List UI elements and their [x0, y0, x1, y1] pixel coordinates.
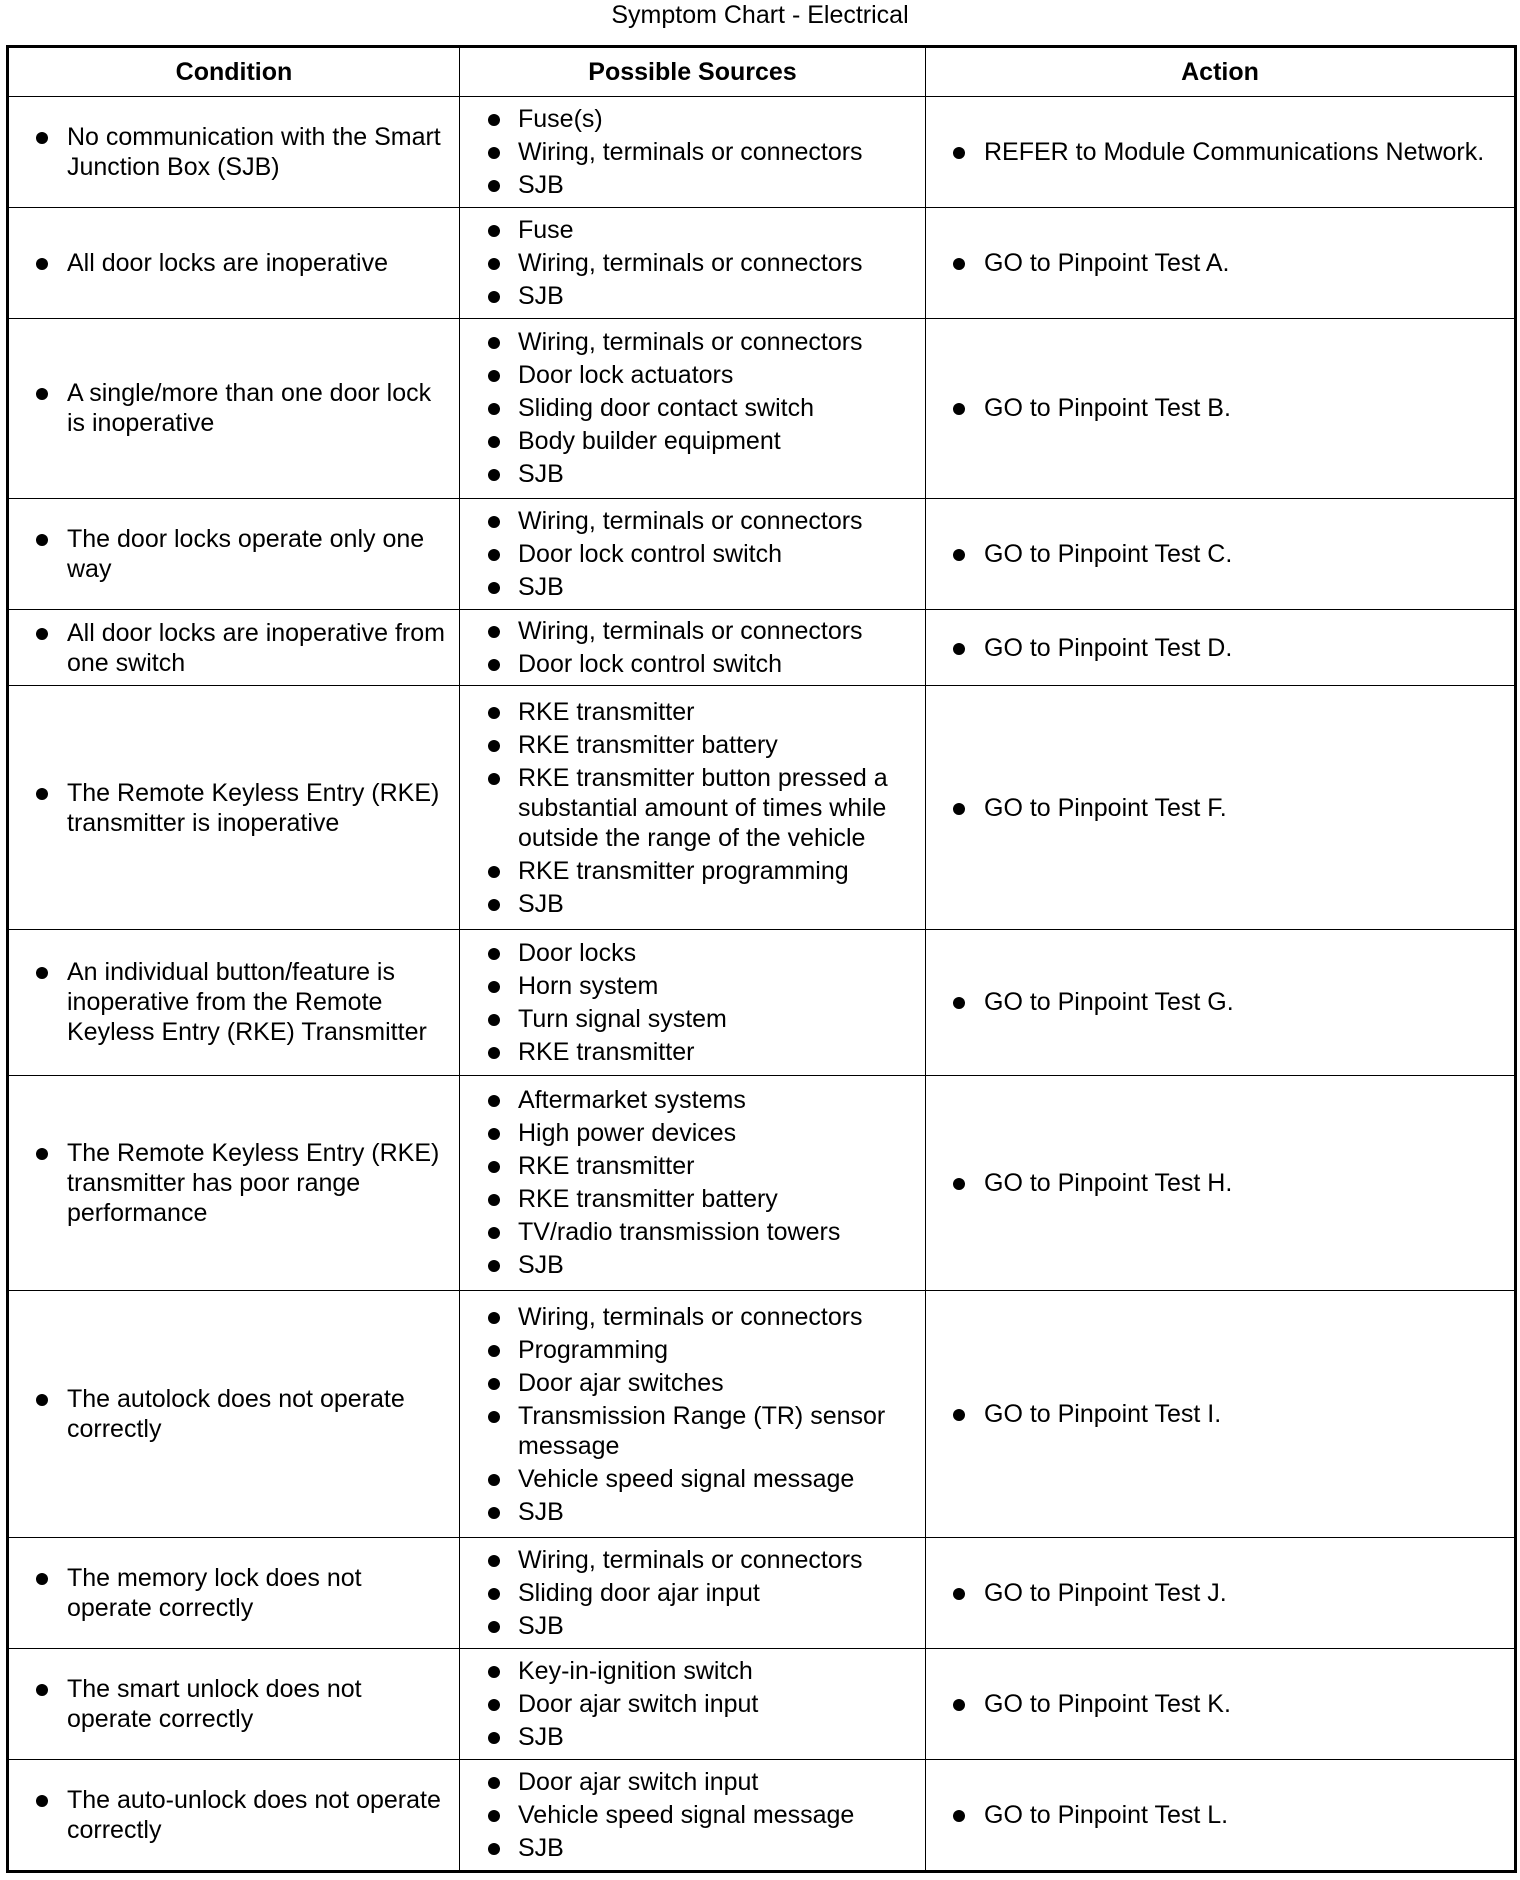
condition-text: The door locks operate only one way: [67, 525, 425, 584]
bullet-icon: [36, 132, 48, 144]
condition-text: The Remote Keyless Entry (RKE) transmitter is inoperative: [67, 778, 440, 837]
source-text: Sliding door ajar input: [518, 1579, 760, 1608]
source-text: RKE transmitter programming: [518, 856, 849, 885]
source-text: SJB: [518, 1723, 564, 1752]
bullet-icon: [488, 516, 500, 528]
action-cell: [926, 610, 1516, 686]
possible-sources-cell: [460, 1291, 926, 1538]
condition-item: [9, 378, 449, 438]
source-item: [460, 281, 915, 311]
possible-sources-cell: [460, 97, 926, 208]
condition-cell: [8, 686, 460, 930]
condition-cell: [8, 1538, 460, 1649]
action-item: [926, 1800, 1504, 1830]
source-item: [460, 1335, 915, 1365]
source-item: [460, 393, 915, 423]
source-text: Fuse: [518, 215, 574, 244]
possible-sources-cell: [460, 1075, 926, 1290]
condition-item: [9, 248, 449, 278]
source-item: [460, 1578, 915, 1608]
possible-sources-cell: [460, 499, 926, 610]
source-item: [460, 649, 915, 679]
table-row: [8, 318, 1516, 499]
bullet-icon: [488, 1621, 500, 1633]
bullet-icon: [488, 1588, 500, 1600]
condition-item: [9, 524, 449, 584]
source-item: [460, 1611, 915, 1641]
table-row: [8, 207, 1516, 318]
bullet-icon: [488, 1194, 500, 1206]
bullet-icon: [36, 1148, 48, 1160]
source-text: Programming: [518, 1335, 669, 1364]
bullet-icon: [488, 1666, 500, 1678]
source-item: [460, 938, 915, 968]
action-cell: [926, 318, 1516, 499]
action-text: GO to Pinpoint Test A.: [984, 248, 1230, 277]
bullet-icon: [488, 981, 500, 993]
action-cell: [926, 1759, 1516, 1871]
source-text: Vehicle speed signal message: [518, 1464, 855, 1493]
bullet-icon: [953, 1588, 965, 1600]
source-item: [460, 856, 915, 886]
source-text: SJB: [518, 1833, 564, 1862]
possible-sources-cell: [460, 207, 926, 318]
source-item: [460, 1689, 915, 1719]
condition-cell: [8, 930, 460, 1076]
bullet-icon: [36, 388, 48, 400]
action-item: [926, 1399, 1504, 1429]
source-text: Door ajar switch input: [518, 1690, 759, 1719]
symptom-chart-table: [6, 45, 1517, 1873]
bullet-icon: [488, 147, 500, 159]
bullet-icon: [488, 899, 500, 911]
source-text: Wiring, terminals or connectors: [518, 137, 863, 166]
bullet-icon: [953, 1810, 965, 1822]
source-text: SJB: [518, 889, 564, 918]
bullet-icon: [488, 866, 500, 878]
action-cell: [926, 930, 1516, 1076]
source-item: [460, 1037, 915, 1067]
source-text: Wiring, terminals or connectors: [518, 1302, 863, 1331]
bullet-icon: [36, 628, 48, 640]
bullet-icon: [488, 549, 500, 561]
action-item: [926, 1168, 1504, 1198]
source-item: [460, 506, 915, 536]
bullet-icon: [488, 1378, 500, 1390]
bullet-icon: [488, 1474, 500, 1486]
page-title: Symptom Chart - Electrical: [611, 1, 909, 29]
source-text: Door ajar switches: [518, 1368, 724, 1397]
possible-sources-cell: [460, 1649, 926, 1760]
action-text: GO to Pinpoint Test L.: [984, 1800, 1229, 1829]
action-text: GO to Pinpoint Test H.: [984, 1168, 1233, 1197]
source-text: SJB: [518, 170, 564, 199]
source-text: SJB: [518, 573, 564, 602]
header-row: [8, 47, 1516, 97]
condition-item: [9, 122, 449, 182]
header-possible-sources: Possible Sources: [460, 47, 926, 97]
source-item: [460, 1722, 915, 1752]
bullet-icon: [488, 1411, 500, 1423]
condition-cell: [8, 610, 460, 686]
bullet-icon: [488, 436, 500, 448]
source-text: TV/radio transmission towers: [518, 1218, 841, 1247]
source-text: Sliding door contact switch: [518, 394, 814, 423]
condition-cell: [8, 318, 460, 499]
source-item: [460, 1368, 915, 1398]
source-item: [460, 426, 915, 456]
action-cell: [926, 1649, 1516, 1760]
action-cell: [926, 1075, 1516, 1290]
source-text: Door ajar switch input: [518, 1767, 759, 1796]
action-cell: [926, 686, 1516, 930]
bullet-icon: [953, 1178, 965, 1190]
bullet-icon: [36, 788, 48, 800]
table-row: [8, 1538, 1516, 1649]
bullet-icon: [488, 1732, 500, 1744]
source-text: SJB: [518, 1612, 564, 1641]
action-text: GO to Pinpoint Test C.: [984, 540, 1233, 569]
table-row: [8, 610, 1516, 686]
source-text: Aftermarket systems: [518, 1086, 746, 1115]
source-text: Wiring, terminals or connectors: [518, 1546, 863, 1575]
condition-item: [9, 618, 449, 678]
source-item: [460, 170, 915, 200]
bullet-icon: [953, 1699, 965, 1711]
bullet-icon: [488, 1843, 500, 1855]
bullet-icon: [953, 147, 965, 159]
condition-text: The auto-unlock does not operate correctly: [67, 1785, 441, 1844]
table-row: [8, 1649, 1516, 1760]
condition-item: [9, 1138, 449, 1228]
action-item: [926, 393, 1504, 423]
table-row: [8, 97, 1516, 208]
action-cell: [926, 97, 1516, 208]
bullet-icon: [488, 1312, 500, 1324]
source-text: Horn system: [518, 971, 659, 1000]
bullet-icon: [488, 1014, 500, 1026]
bullet-icon: [36, 258, 48, 270]
source-item: [460, 459, 915, 489]
source-item: [460, 1656, 915, 1686]
bullet-icon: [488, 291, 500, 303]
action-item: [926, 248, 1504, 278]
condition-cell: [8, 499, 460, 610]
source-text: Vehicle speed signal message: [518, 1800, 855, 1829]
action-item: [926, 633, 1504, 663]
condition-item: [9, 1384, 449, 1444]
condition-text: The Remote Keyless Entry (RKE) transmitter has poor range performance: [67, 1138, 440, 1227]
bullet-icon: [488, 403, 500, 415]
source-item: [460, 730, 915, 760]
source-item: [460, 1217, 915, 1247]
bullet-icon: [488, 707, 500, 719]
source-item: [460, 360, 915, 390]
action-cell: [926, 207, 1516, 318]
bullet-icon: [953, 258, 965, 270]
source-item: [460, 763, 915, 853]
source-text: RKE transmitter: [518, 1152, 695, 1181]
condition-text: No communication with the Smart Junction Box (SJB): [67, 122, 441, 181]
source-item: [460, 1151, 915, 1181]
condition-text: A single/more than one door lock is inoperative: [67, 379, 432, 438]
bullet-icon: [488, 1095, 500, 1107]
action-item: [926, 1578, 1504, 1608]
bullet-icon: [953, 997, 965, 1009]
bullet-icon: [953, 803, 965, 815]
source-item: [460, 616, 915, 646]
source-item: [460, 1004, 915, 1034]
condition-text: All door locks are inoperative: [67, 248, 388, 277]
possible-sources-cell: [460, 1538, 926, 1649]
condition-cell: [8, 1649, 460, 1760]
action-item: [926, 1689, 1504, 1719]
source-item: [460, 1767, 915, 1797]
source-text: Wiring, terminals or connectors: [518, 248, 863, 277]
condition-text: The autolock does not operate correctly: [67, 1385, 405, 1444]
source-text: Turn signal system: [518, 1004, 727, 1033]
action-item: [926, 137, 1504, 167]
bullet-icon: [488, 1507, 500, 1519]
bullet-icon: [36, 1684, 48, 1696]
table-row: [8, 930, 1516, 1076]
source-item: [460, 572, 915, 602]
bullet-icon: [488, 1777, 500, 1789]
condition-text: All door locks are inoperative from one switch: [67, 618, 445, 677]
source-item: [460, 1545, 915, 1575]
bullet-icon: [953, 643, 965, 655]
bullet-icon: [953, 1409, 965, 1421]
bullet-icon: [36, 1795, 48, 1807]
action-text: GO to Pinpoint Test I.: [984, 1400, 1222, 1429]
source-item: [460, 697, 915, 727]
bullet-icon: [36, 534, 48, 546]
bullet-icon: [488, 370, 500, 382]
action-cell: [926, 1291, 1516, 1538]
source-text: Wiring, terminals or connectors: [518, 617, 863, 646]
action-item: [926, 987, 1504, 1017]
condition-item: [9, 1674, 449, 1734]
possible-sources-cell: [460, 1759, 926, 1871]
source-item: [460, 1401, 915, 1461]
bullet-icon: [488, 180, 500, 192]
possible-sources-cell: [460, 930, 926, 1076]
action-cell: [926, 1538, 1516, 1649]
bullet-icon: [488, 659, 500, 671]
source-item: [460, 1833, 915, 1863]
bullet-icon: [488, 1699, 500, 1711]
source-text: SJB: [518, 281, 564, 310]
source-item: [460, 215, 915, 245]
source-item: [460, 1464, 915, 1494]
source-text: Door lock actuators: [518, 361, 734, 390]
condition-item: [9, 957, 449, 1047]
condition-cell: [8, 1075, 460, 1290]
source-text: Wiring, terminals or connectors: [518, 328, 863, 357]
source-text: High power devices: [518, 1119, 737, 1148]
possible-sources-cell: [460, 610, 926, 686]
source-text: Fuse(s): [518, 104, 603, 133]
bullet-icon: [488, 225, 500, 237]
source-item: [460, 1118, 915, 1148]
table-row: [8, 1075, 1516, 1290]
action-text: GO to Pinpoint Test J.: [984, 1579, 1227, 1608]
condition-text: The smart unlock does not operate correctly: [67, 1675, 362, 1734]
condition-cell: [8, 1291, 460, 1538]
bullet-icon: [488, 114, 500, 126]
source-item: [460, 104, 915, 134]
bullet-icon: [953, 403, 965, 415]
action-item: [926, 793, 1504, 823]
condition-text: An individual button/feature is inoperative from the Remote Keyless Entry (RKE) Transmitter: [67, 958, 427, 1047]
source-item: [460, 1184, 915, 1214]
condition-cell: [8, 1759, 460, 1871]
source-text: RKE transmitter battery: [518, 1185, 778, 1214]
action-cell: [926, 499, 1516, 610]
source-item: [460, 1302, 915, 1332]
action-text: REFER to Module Communications Network.: [984, 137, 1485, 166]
source-item: [460, 137, 915, 167]
source-item: [460, 1085, 915, 1115]
source-text: Door lock control switch: [518, 650, 782, 679]
source-text: RKE transmitter battery: [518, 730, 778, 759]
bullet-icon: [488, 1227, 500, 1239]
bullet-icon: [488, 469, 500, 481]
source-text: Wiring, terminals or connectors: [518, 507, 863, 536]
bullet-icon: [488, 1810, 500, 1822]
table-row: [8, 1291, 1516, 1538]
source-text: Door lock control switch: [518, 540, 782, 569]
bullet-icon: [488, 626, 500, 638]
bullet-icon: [488, 1128, 500, 1140]
source-text: RKE transmitter: [518, 697, 695, 726]
header-action: Action: [926, 47, 1516, 97]
source-item: [460, 889, 915, 919]
header-condition: Condition: [8, 47, 460, 97]
source-text: RKE transmitter: [518, 1037, 695, 1066]
condition-item: [9, 1785, 449, 1845]
bullet-icon: [488, 740, 500, 752]
bullet-icon: [36, 1394, 48, 1406]
source-text: Door locks: [518, 938, 637, 967]
bullet-icon: [488, 582, 500, 594]
bullet-icon: [488, 1555, 500, 1567]
table-row: [8, 499, 1516, 610]
condition-item: [9, 778, 449, 838]
source-text: SJB: [518, 1251, 564, 1280]
source-text: Key-in-ignition switch: [518, 1657, 753, 1686]
bullet-icon: [488, 1345, 500, 1357]
bullet-icon: [36, 1573, 48, 1585]
condition-text: The memory lock does not operate correctly: [67, 1564, 362, 1623]
condition-cell: [8, 207, 460, 318]
bullet-icon: [953, 549, 965, 561]
source-text: Transmission Range (TR) sensor message: [518, 1401, 886, 1460]
bullet-icon: [36, 967, 48, 979]
action-text: GO to Pinpoint Test G.: [984, 988, 1234, 1017]
source-item: [460, 327, 915, 357]
action-item: [926, 539, 1504, 569]
table-row: [8, 686, 1516, 930]
action-text: GO to Pinpoint Test D.: [984, 633, 1233, 662]
source-text: Body builder equipment: [518, 427, 781, 456]
bullet-icon: [488, 948, 500, 960]
source-item: [460, 248, 915, 278]
possible-sources-cell: [460, 686, 926, 930]
table-row: [8, 1759, 1516, 1871]
bullet-icon: [488, 1161, 500, 1173]
action-text: GO to Pinpoint Test F.: [984, 793, 1227, 822]
source-item: [460, 1800, 915, 1830]
bullet-icon: [488, 1260, 500, 1272]
source-text: RKE transmitter button pressed a substantial amount of times while outside the range of the vehicle: [518, 763, 888, 852]
condition-cell: [8, 97, 460, 208]
source-item: [460, 1497, 915, 1527]
source-text: SJB: [518, 460, 564, 489]
source-item: [460, 539, 915, 569]
source-item: [460, 1250, 915, 1280]
source-item: [460, 971, 915, 1001]
bullet-icon: [488, 258, 500, 270]
possible-sources-cell: [460, 318, 926, 499]
bullet-icon: [488, 1047, 500, 1059]
bullet-icon: [488, 337, 500, 349]
condition-item: [9, 1563, 449, 1623]
source-text: SJB: [518, 1497, 564, 1526]
action-text: GO to Pinpoint Test B.: [984, 394, 1231, 423]
action-text: GO to Pinpoint Test K.: [984, 1690, 1231, 1719]
bullet-icon: [488, 773, 500, 785]
